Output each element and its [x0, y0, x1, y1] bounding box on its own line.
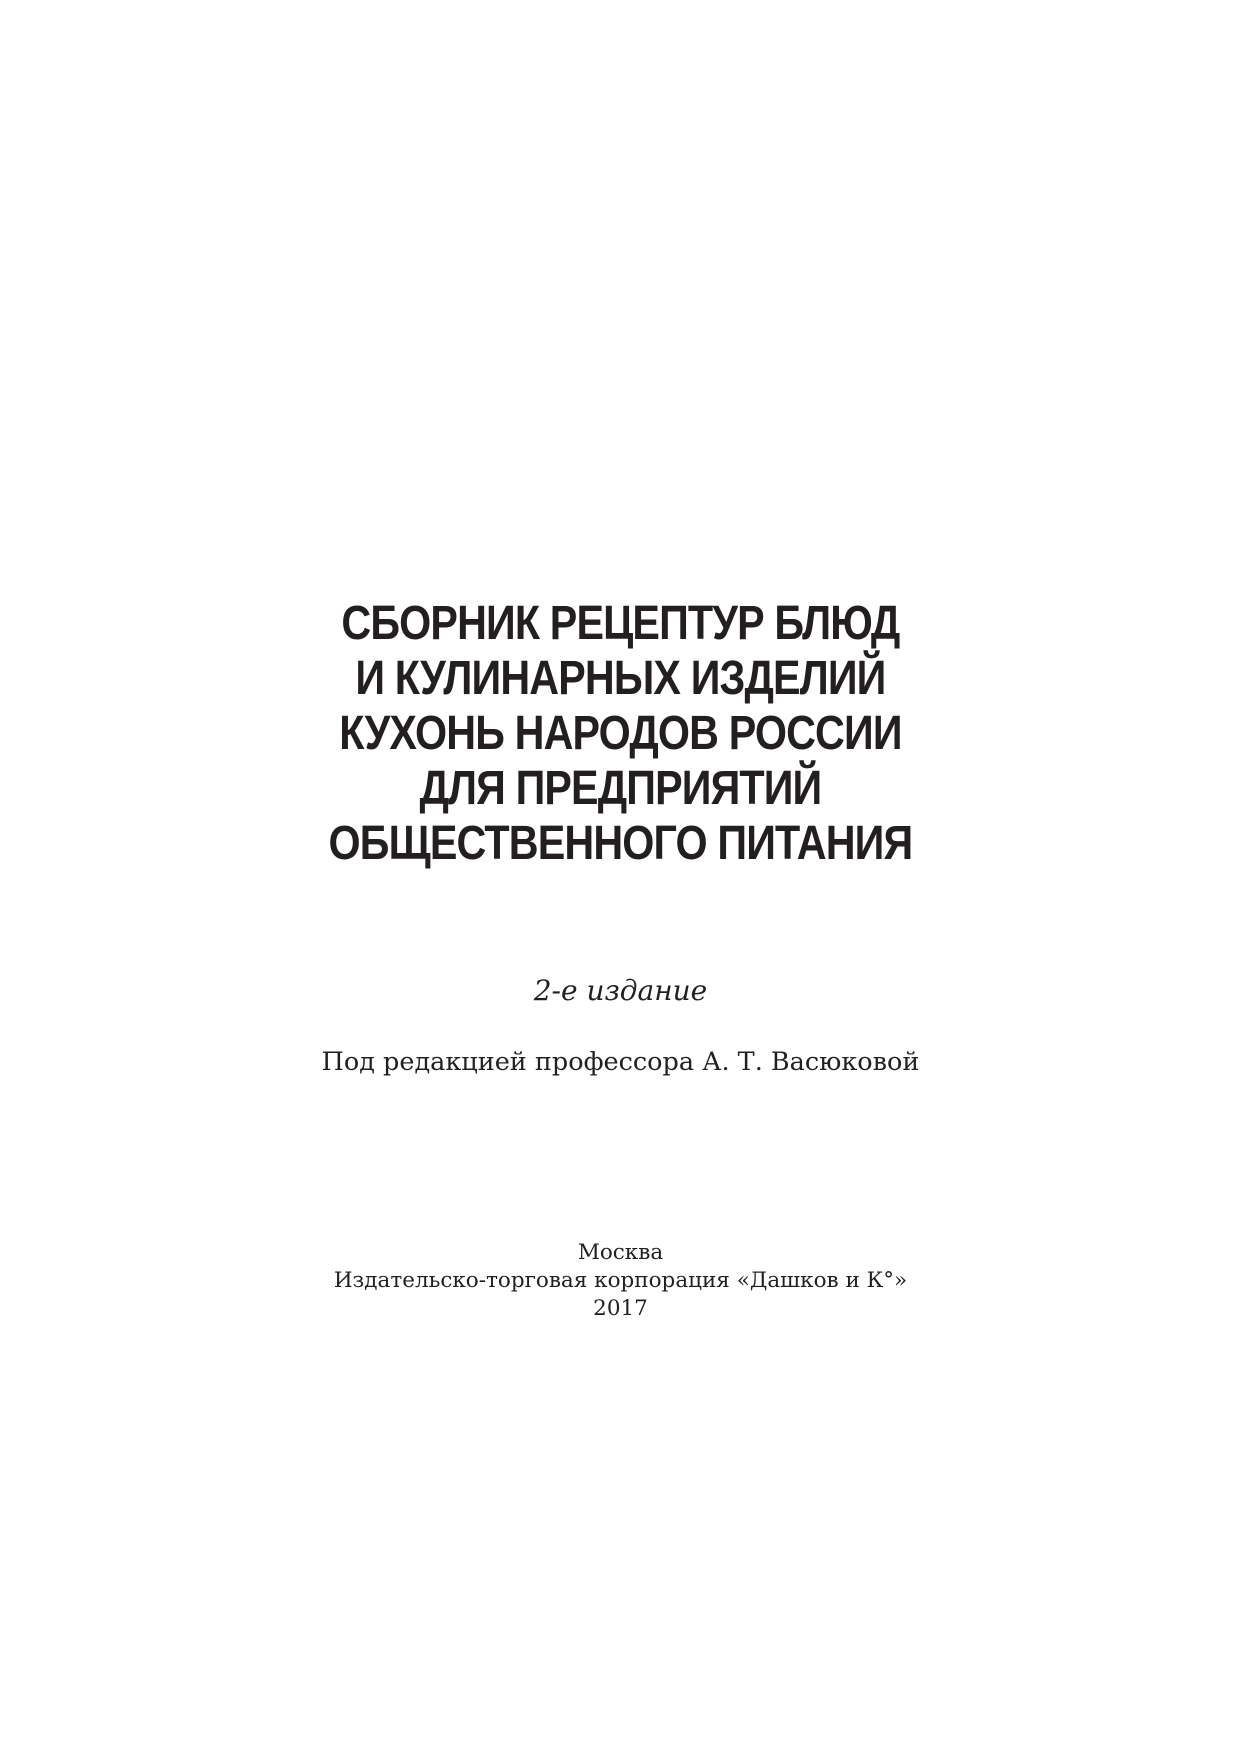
- book-title-line-2: И КУЛИНАРНЫХ ИЗДЕЛИЙ: [355, 652, 886, 705]
- edition-label: 2-е издание: [533, 974, 708, 1007]
- book-title-line-5: ОБЩЕСТВЕННОГО ПИТАНИЯ: [328, 817, 913, 870]
- book-title-line-1: СБОРНИК РЕЦЕПТУР БЛЮД: [341, 597, 900, 650]
- publisher-imprint: [0, 1239, 1241, 1323]
- book-title-line-4: ДЛЯ ПРЕДПРИЯТИЙ: [419, 762, 822, 815]
- imprint-publisher: Издательско-торговая корпорация «Дашков и К°»: [333, 1268, 908, 1293]
- book-title-line-3: КУХОНЬ НАРОДОВ РОССИИ: [339, 707, 902, 760]
- imprint-year: 2017: [593, 1296, 648, 1321]
- editor-credit: Под редакцией профессора А. Т. Васюковой: [321, 1047, 920, 1077]
- book-title: [87, 596, 1154, 871]
- imprint-city: Москва: [577, 1240, 664, 1265]
